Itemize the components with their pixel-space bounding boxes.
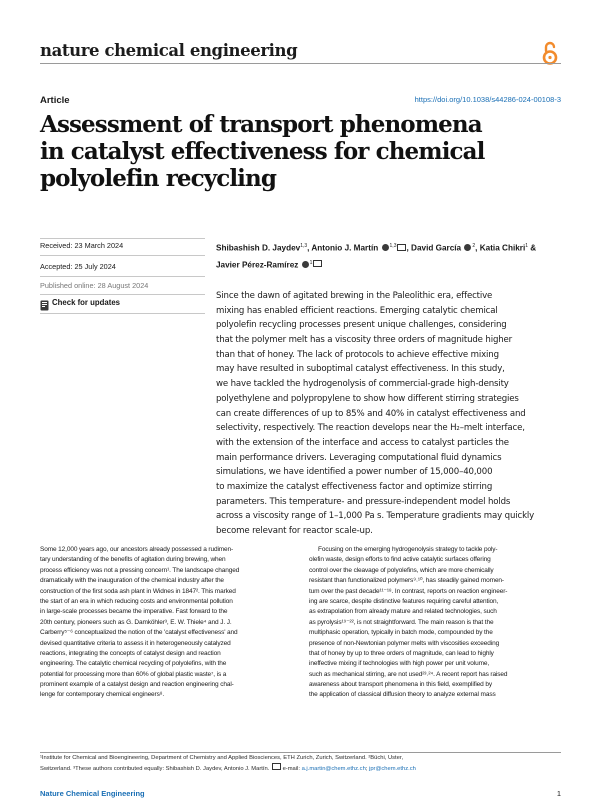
article-title <box>40 111 490 192</box>
doi-link[interactable]: https://doi.org/10.1038/s44286-024-00108-3 <box>414 95 561 104</box>
author-list: Shibashish D. Jaydev$^{1,3}$, Antonio J. Martín $^{1,3}$ , David García $^2$, Katia Chikri$^1$ & Javier Pérez-Ramírez $^1$ <box>216 243 537 270</box>
author-name[interactable]: Katia Chikri <box>479 243 526 253</box>
footnote-line <box>40 763 561 774</box>
body-line: that of honey by up to three orders of magnitude, can lead to highly <box>309 649 494 657</box>
author-name[interactable]: David García <box>411 243 462 253</box>
body-line: as extrapolation from already mature and related technologies, such <box>309 608 497 616</box>
body-line: in large-scale processes became the imperative. Fast forward to the <box>40 608 228 616</box>
published-date: Published online: 28 August 2024 <box>40 281 149 290</box>
received-date: Received: 23 March 2024 <box>40 241 124 250</box>
affiliation-ref: 2 <box>472 243 476 249</box>
body-column-left <box>40 545 296 701</box>
abstract-line: that the polymer melt has a viscosity three orders of magnitude higher <box>216 335 513 346</box>
body-line: ineffective mixing if technologies with high power per unit volume, <box>309 660 490 668</box>
body-line: olefin waste, design efforts to find active catalytic surfaces offering <box>309 556 491 564</box>
author-name[interactable]: Javier Pérez-Ramírez <box>216 260 299 270</box>
body-line: Focusing on the emerging hydrogenolysis strategy to tackle poly- <box>318 546 498 553</box>
body-line: presence of non-Newtonian polymer melts with viscosities exceeding <box>309 639 500 647</box>
body-line: tary understanding of the benefits of agitation during brewing, when <box>40 556 226 564</box>
abstract-line: polyolefin recycling processes present unique challenges, considering <box>216 320 507 331</box>
body-line: resistant than functionalized polymers⁹˒¹⁰, has steadily gained momen- <box>309 577 504 585</box>
body-line: prominent example of a catalyst design and reaction engineering chal- <box>40 681 234 689</box>
email-link[interactable]: jpr@chem.ethz.ch <box>369 766 416 772</box>
abstract-line: mixing has enabled efficient reactions. Emerging catalytic chemical <box>216 305 498 316</box>
abstract-line: polyethylene and polypropylene to show how different stirring strategies <box>216 393 519 404</box>
orcid-icon[interactable] <box>382 244 389 251</box>
title-line: Assessment of transport phenomena <box>40 111 482 138</box>
body-column-right <box>309 545 562 701</box>
body-line: process efficiency was not a pressing concern¹. The landscape changed <box>40 566 240 574</box>
email-label: e-mail: <box>282 766 300 772</box>
abstract-line: we have tackled the hydrogenolysis of commercial-grade high-density <box>216 379 509 390</box>
body-line: ing are scarce, despite distinctive features requiring careful attention, <box>309 597 499 605</box>
abstract-line: become relevant for reactor scale-up. <box>216 526 373 536</box>
affiliations-footnote <box>40 753 561 774</box>
affiliation-ref: 1 <box>525 243 529 249</box>
body-line: Carberry⁵⁻⁶ conceptualized the notion of the 'catalyst effectiveness' and <box>40 629 238 637</box>
abstract-line: to maximize the catalyst effectiveness factor and optimize stirring <box>216 481 493 492</box>
body-line: construction of the first soda ash plant in Widnes in 1847². This marked <box>40 587 236 595</box>
body-line: awareness about transport phenomena in this field, exemplified by <box>309 681 492 689</box>
body-line: devised quantitative criteria to assess it in heterogeneously catalyzed <box>40 639 231 647</box>
abstract-line: main performance drivers. Leveraging computational fluid dynamics <box>216 452 502 463</box>
email-separator: ; <box>365 766 368 772</box>
body-line: control over the cleavage of polyolefins, which are more chemically <box>309 566 494 574</box>
body-line: multiphasic operation, typically in batch mode, compounded by the <box>309 629 493 637</box>
abstract-line: may have resulted in suboptimal catalyst effectiveness. In this study, <box>216 364 505 375</box>
title-line: in catalyst effectiveness for chemical <box>40 138 485 165</box>
footnote-text: Switzerland. ³These authors contributed equally: Shibashish D. Jaydev, Antonio J. Martín. <box>40 766 270 772</box>
abstract-line: selectivity, respectively. The reaction develops near the H₂–melt interface, <box>216 423 525 434</box>
abstract-line: can create differences of up to 85% and 40% in catalyst effectiveness and <box>216 408 526 419</box>
email-icon[interactable] <box>397 244 406 251</box>
body-line: potential for processing more than 60% of global plastic waste⁷, is a <box>40 670 227 678</box>
meta-divider <box>40 238 205 239</box>
meta-divider <box>40 294 205 295</box>
abstract-line: across a viscosity range of 1–1,000 Pa s. Temperature gradients may quickly <box>216 511 535 522</box>
orcid-icon[interactable] <box>302 261 309 268</box>
email-icon <box>272 763 281 770</box>
footer-journal-name: Nature Chemical Engineering <box>40 789 145 798</box>
author-name[interactable]: Antonio J. Martín <box>311 243 379 253</box>
meta-divider <box>40 255 205 256</box>
body-line: the start of an era in which reducing costs and environmental pollution <box>40 597 233 605</box>
abstract-line: simulations, we have identified a power number of 15,000–40,000 <box>216 467 493 478</box>
body-line: 20th century, pioneers such as G. Damköhler³, E. W. Thiele⁴ and J. J. <box>40 618 232 626</box>
email-icon[interactable] <box>313 260 322 267</box>
body-line: dramatically with the inauguration of the chemical industry after the <box>40 577 224 585</box>
header-divider <box>40 63 561 64</box>
body-line: engineering. The catalytic chemical recycling of polyolefins, with the <box>40 660 227 668</box>
article-type: Article <box>40 95 70 106</box>
affiliation-ref: 1 <box>309 259 313 266</box>
abstract-line: Since the dawn of agitated brewing in the Paleolithic era, effective <box>216 291 493 301</box>
body-line: tum over the past decade¹¹⁻¹⁸. In contrast, reports on reaction engineer- <box>309 587 508 595</box>
body-line: the application of classical diffusion theory to analyze external mass <box>309 691 496 699</box>
abstract-line: parameters. This temperature- and pressure-independent model holds <box>216 496 511 507</box>
journal-name: nature chemical engineering <box>40 41 298 60</box>
affiliation-ref: 1,3 <box>389 243 397 249</box>
meta-divider <box>40 313 205 314</box>
affiliation-ref: 1,3 <box>300 243 308 249</box>
abstract-line: than that of honey. The lack of protocols to achieve effective mixing <box>216 349 499 360</box>
page-number: 1 <box>556 789 561 798</box>
orcid-icon[interactable] <box>464 244 471 251</box>
accepted-date: Accepted: 25 July 2024 <box>40 262 116 271</box>
footnote-line: ¹Institute for Chemical and Bioengineering, Department of Chemistry and Applied Biosciences, ETH Zurich, Zurich, Switzerland. ²Büchi, Uster, <box>40 755 404 761</box>
body-line: as pyrolysis¹⁹⁻²², is not straightforward. The main reason is that the <box>309 618 494 626</box>
body-line: reactions, integrating the concepts of catalyst design and reaction <box>40 649 221 657</box>
body-line: Some 12,000 years ago, our ancestors already possessed a rudimen- <box>40 546 234 553</box>
abstract-line: with the extension of the interface and access to catalyst particles the <box>216 437 509 448</box>
author-name[interactable]: Shibashish D. Jaydev <box>216 243 301 253</box>
body-line: such as mechanical stirring, are not used²³˒²⁴. A recent report has raised <box>309 670 508 678</box>
meta-divider <box>40 276 205 277</box>
body-line: lenge for contemporary chemical engineers⁸. <box>40 691 165 699</box>
check-for-updates-link[interactable]: Check for updates <box>52 298 121 307</box>
check-for-updates-icon[interactable] <box>40 298 49 309</box>
title-line: polyolefin recycling <box>40 165 276 192</box>
abstract <box>216 289 561 539</box>
email-link[interactable]: a.j.martin@chem.ethz.ch <box>301 766 366 772</box>
